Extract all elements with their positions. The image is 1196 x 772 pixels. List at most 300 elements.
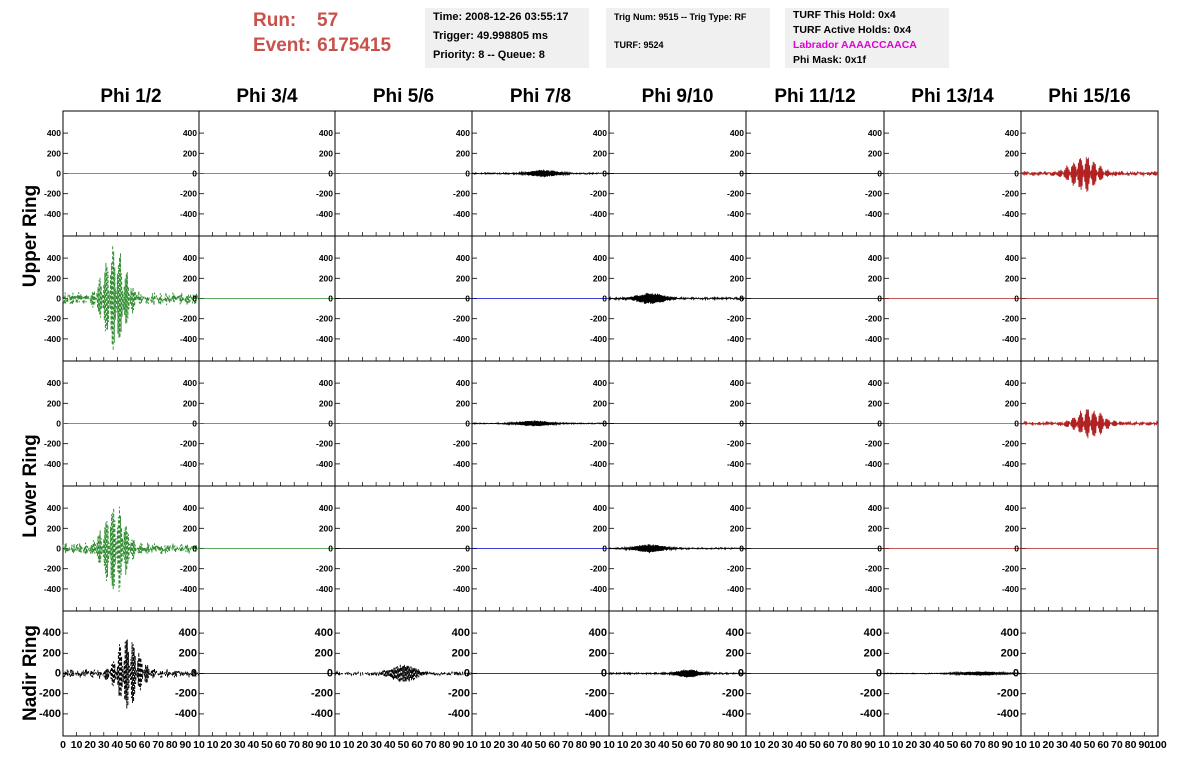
y-tick-label: -200	[589, 563, 607, 574]
y-tick-label: -200	[1001, 313, 1019, 324]
y-tick-label: 0	[737, 667, 744, 680]
run-event-box	[253, 8, 423, 68]
x-tick-label: 40	[1069, 739, 1082, 751]
y-tick-label: -400	[43, 583, 61, 594]
panel-frame	[63, 111, 199, 236]
y-tick-label: 400	[867, 253, 882, 264]
x-tick-label: 70	[562, 739, 574, 751]
x-tick-label: 0	[60, 739, 66, 751]
y-tick-label: 400	[1004, 503, 1019, 514]
y-tick-label: -400	[179, 333, 197, 344]
x-tick-label: 20	[84, 739, 97, 751]
panel-r3-c6	[727, 361, 884, 486]
y-tick-label: -400	[589, 208, 607, 219]
panel-r1-c8	[1002, 111, 1158, 236]
panel-r2-c4	[453, 236, 609, 361]
column-header-8: Phi 15/16	[1048, 86, 1131, 107]
y-tick-label: 400	[867, 128, 882, 139]
panel-r4-c1	[44, 486, 199, 611]
x-tick-label: 20	[493, 739, 506, 751]
x-tick-label: 60	[1097, 739, 1110, 751]
y-tick-label: 400	[863, 627, 882, 640]
panel-frame	[199, 486, 335, 611]
y-tick-label: 200	[1004, 523, 1019, 534]
phi-mask-text: Phi Mask: 0x1f	[793, 54, 866, 66]
y-tick-label: 0	[56, 168, 61, 179]
y-tick-label: -200	[174, 687, 197, 700]
y-tick-label: 200	[314, 647, 333, 660]
x-tick-label: 70	[974, 739, 986, 751]
time-info-box	[425, 8, 589, 68]
x-tick-label: 60	[411, 739, 424, 751]
x-tick-label: 10	[342, 739, 355, 751]
x-tick-label: 80	[575, 739, 588, 751]
y-tick-label: 0	[328, 543, 333, 554]
panel-frame	[335, 361, 472, 486]
y-tick-label: -400	[726, 583, 744, 594]
panel-r3-c1	[44, 361, 199, 486]
y-tick-label: -400	[179, 583, 197, 594]
panel-r4-c6	[727, 486, 884, 611]
x-tick-label: 40	[795, 739, 808, 751]
waveform-trace	[609, 293, 746, 304]
y-tick-label: -200	[315, 313, 333, 324]
waveform-trace	[472, 170, 609, 178]
panel-frame	[472, 361, 609, 486]
y-tick-label: 0	[465, 543, 470, 554]
y-tick-label: 0	[877, 543, 882, 554]
panel-frame	[609, 111, 746, 236]
y-tick-label: 200	[588, 647, 607, 660]
panel-frame	[199, 361, 335, 486]
column-header-2: Phi 3/4	[236, 86, 298, 107]
y-tick-label: -200	[589, 438, 607, 449]
panel-r1-c7	[865, 111, 1021, 236]
panel-frame	[609, 361, 746, 486]
x-tick-label: 30	[919, 739, 931, 751]
x-tick-label: 50	[809, 739, 821, 751]
y-tick-label: 200	[867, 273, 882, 284]
y-tick-label: 400	[592, 128, 607, 139]
y-tick-label: 200	[592, 273, 607, 284]
panel-frame	[472, 236, 609, 361]
column-header-3: Phi 5/6	[372, 86, 435, 107]
panel-frame	[335, 111, 472, 236]
trig-num-text: Trig Num: 9515 -- Trig Type: RF	[614, 12, 747, 22]
y-tick-label: -200	[721, 687, 744, 700]
panel-frame	[335, 486, 472, 611]
y-tick-label: 0	[1014, 293, 1019, 304]
panel-r5-c5	[585, 611, 746, 736]
x-tick-label: 40	[383, 739, 396, 751]
y-tick-label: -200	[864, 438, 882, 449]
y-tick-label: 200	[46, 398, 61, 409]
panel-frame	[746, 361, 884, 486]
y-tick-label: -400	[315, 583, 333, 594]
y-tick-label: -400	[38, 707, 61, 720]
panel-r4-c8	[1002, 486, 1158, 611]
x-tick-label: 80	[165, 739, 178, 751]
panel-frame	[335, 236, 472, 361]
y-tick-label: 400	[1004, 253, 1019, 264]
y-tick-label: -400	[726, 208, 744, 219]
y-tick-label: -200	[38, 687, 61, 700]
y-tick-label: -400	[589, 583, 607, 594]
x-tick-label: 10	[616, 739, 629, 751]
x-tick-label: 10	[1028, 739, 1041, 751]
x-tick-label: 90	[726, 739, 739, 751]
run-label: Run:	[253, 10, 297, 31]
x-tick-label: 80	[850, 739, 863, 751]
y-tick-label: 200	[863, 647, 882, 660]
y-tick-label: 400	[729, 378, 744, 389]
run-value: 57	[317, 10, 339, 31]
x-tick-label: 20	[220, 739, 233, 751]
y-tick-label: 400	[455, 503, 470, 514]
y-tick-label: -400	[1001, 333, 1019, 344]
y-tick-label: 0	[56, 293, 61, 304]
y-tick-label: -400	[43, 208, 61, 219]
y-tick-label: 400	[451, 627, 470, 640]
row-header-3: Nadir Ring	[20, 624, 41, 722]
y-tick-label: 400	[318, 378, 333, 389]
y-tick-label: 0	[1014, 418, 1019, 429]
trig-info-box	[606, 8, 770, 68]
y-tick-label: -200	[589, 313, 607, 324]
y-tick-label: -400	[452, 333, 470, 344]
x-tick-label: 90	[315, 739, 328, 751]
y-tick-label: 400	[455, 253, 470, 264]
y-tick-label: 400	[318, 503, 333, 514]
y-tick-label: -400	[726, 333, 744, 344]
panel-r4-c7	[865, 486, 1021, 611]
x-tick-label: 50	[397, 739, 410, 751]
y-tick-label: 200	[1004, 148, 1019, 159]
y-tick-label: -400	[859, 707, 882, 720]
panel-r2-c8	[1002, 236, 1158, 361]
panel-r1-c1	[44, 111, 199, 236]
y-tick-label: -400	[589, 458, 607, 469]
x-tick-label: 30	[233, 739, 246, 751]
panel-r3-c3	[316, 361, 472, 486]
y-tick-label: -400	[447, 707, 470, 720]
x-tick-label: 80	[712, 739, 725, 751]
x-tick-label: 50	[946, 739, 959, 751]
panel-frame	[472, 111, 609, 236]
panel-r5-c4	[448, 611, 609, 736]
y-tick-label: 0	[600, 667, 607, 680]
y-tick-label: 400	[46, 378, 61, 389]
y-tick-label: -200	[179, 313, 197, 324]
panel-frame	[884, 236, 1021, 361]
panel-r4-c4	[453, 486, 609, 611]
panel-r2-c2	[180, 236, 335, 361]
x-tick-label: 60	[822, 739, 835, 751]
x-tick-label: 70	[425, 739, 437, 751]
panel-r4-c5	[590, 486, 746, 611]
y-tick-label: -200	[179, 563, 197, 574]
y-tick-label: 0	[465, 168, 470, 179]
y-tick-label: -200	[315, 438, 333, 449]
y-tick-label: -400	[174, 707, 197, 720]
panel-frame	[1021, 486, 1158, 611]
y-tick-label: 400	[46, 253, 61, 264]
y-tick-label: -200	[452, 563, 470, 574]
x-tick-label: 10	[891, 739, 904, 751]
y-tick-label: 0	[1014, 168, 1019, 179]
panel-r2-c5	[590, 236, 746, 361]
y-tick-label: 400	[729, 128, 744, 139]
y-tick-label: -200	[179, 188, 197, 199]
x-tick-label: 60	[548, 739, 561, 751]
x-tick-label: 30	[644, 739, 656, 751]
panel-frame	[1021, 111, 1158, 236]
panel-r1-c5	[590, 111, 746, 236]
panel-frame	[746, 611, 884, 736]
y-tick-label: 0	[328, 168, 333, 179]
y-tick-label: 400	[46, 128, 61, 139]
x-tick-label: 90	[589, 739, 602, 751]
x-tick-label: 10	[753, 739, 766, 751]
x-tick-label: 80	[1124, 739, 1137, 751]
y-tick-label: -200	[179, 438, 197, 449]
y-tick-label: 200	[592, 148, 607, 159]
y-tick-label: 200	[182, 523, 197, 534]
y-tick-label: 400	[588, 627, 607, 640]
y-tick-label: 400	[182, 128, 197, 139]
panel-r5-c6	[722, 611, 884, 736]
column-header-6: Phi 11/12	[774, 86, 856, 107]
y-tick-label: -400	[584, 707, 607, 720]
panel-frame	[199, 611, 335, 736]
panel-frame	[63, 361, 199, 486]
y-tick-label: -400	[1001, 458, 1019, 469]
x-tick-label: 100	[1149, 739, 1167, 751]
y-tick-label: 400	[729, 253, 744, 264]
y-tick-label: 200	[1004, 273, 1019, 284]
x-tick-label: 40	[111, 739, 124, 751]
y-tick-label: -200	[43, 438, 61, 449]
y-tick-label: -400	[452, 458, 470, 469]
x-tick-label: 10	[70, 739, 83, 751]
x-tick-label: 20	[1042, 739, 1055, 751]
y-tick-label: 400	[1004, 128, 1019, 139]
panel-frame	[609, 611, 746, 736]
turf-active-text: TURF Active Holds: 0x4	[793, 24, 912, 36]
x-tick-label: 70	[836, 739, 849, 751]
x-tick-label: 90	[452, 739, 465, 751]
panel-frame	[746, 236, 884, 361]
y-tick-label: 200	[318, 148, 333, 159]
panel-frame	[63, 236, 199, 361]
y-tick-label: -400	[310, 707, 333, 720]
x-tick-label: 60	[274, 739, 287, 751]
panel-frame	[884, 111, 1021, 236]
y-tick-label: 0	[875, 667, 882, 680]
column-header-1: Phi 1/2	[100, 86, 162, 107]
y-tick-label: 0	[877, 418, 882, 429]
panel-frame	[472, 486, 609, 611]
y-tick-label: 400	[1000, 627, 1019, 640]
y-tick-label: 0	[739, 543, 744, 554]
y-tick-label: 400	[318, 128, 333, 139]
y-tick-label: 0	[463, 667, 470, 680]
y-tick-label: 0	[602, 168, 607, 179]
x-tick-label: 40	[520, 739, 533, 751]
y-tick-label: 200	[867, 398, 882, 409]
x-tick-label: 80	[438, 739, 451, 751]
y-tick-label: -400	[1001, 583, 1019, 594]
panel-frame	[1021, 611, 1158, 736]
waveform-trace	[609, 667, 746, 680]
panel-r3-c4	[453, 361, 609, 486]
y-tick-label: -200	[1001, 188, 1019, 199]
y-tick-label: -200	[1001, 438, 1019, 449]
panel-r1-c2	[180, 111, 335, 236]
panel-frame	[609, 236, 746, 361]
panel-r2-c3	[316, 236, 472, 361]
y-tick-label: 200	[729, 148, 744, 159]
waveform-trace	[609, 544, 746, 553]
y-tick-label: -200	[584, 687, 607, 700]
column-header-5: Phi 9/10	[641, 86, 714, 107]
labrador-text: Labrador AAAACCAACA	[793, 39, 917, 51]
y-tick-label: 200	[867, 523, 882, 534]
y-tick-label: -200	[43, 188, 61, 199]
y-tick-label: 200	[182, 398, 197, 409]
x-tick-label: 40	[247, 739, 260, 751]
column-header-7: Phi 13/14	[911, 86, 994, 107]
trigger-text: Trigger: 49.998805 ms	[433, 30, 548, 42]
y-tick-label: 0	[602, 543, 607, 554]
y-tick-label: 0	[56, 543, 61, 554]
x-tick-label: 10	[479, 739, 492, 751]
y-tick-label: 400	[182, 503, 197, 514]
y-tick-label: 0	[465, 293, 470, 304]
y-tick-label: 200	[182, 148, 197, 159]
y-tick-label: 400	[455, 378, 470, 389]
y-tick-label: -400	[1001, 208, 1019, 219]
x-tick-label: 90	[1001, 739, 1014, 751]
x-tick-label: 10	[466, 739, 478, 751]
x-tick-label: 40	[657, 739, 670, 751]
y-tick-label: 0	[192, 418, 197, 429]
panel-frame	[472, 611, 609, 736]
x-tick-label: 20	[630, 739, 643, 751]
x-tick-label: 10	[740, 739, 752, 751]
panel-frame	[746, 111, 884, 236]
y-tick-label: 0	[192, 293, 197, 304]
panel-frame	[1021, 361, 1158, 486]
panel-r2-c1	[44, 236, 199, 361]
y-tick-label: 400	[725, 627, 744, 640]
y-tick-label: -200	[726, 313, 744, 324]
waveform-trace	[1021, 157, 1158, 192]
y-tick-label: 200	[178, 647, 197, 660]
y-tick-label: -200	[43, 563, 61, 574]
y-tick-label: -200	[310, 687, 333, 700]
y-tick-label: 0	[326, 667, 333, 680]
panel-frame	[746, 486, 884, 611]
y-tick-label: 0	[739, 168, 744, 179]
x-tick-label: 70	[288, 739, 301, 751]
x-tick-label: 60	[138, 739, 151, 751]
y-tick-label: -400	[452, 208, 470, 219]
y-tick-label: 0	[190, 667, 197, 680]
y-tick-label: -200	[864, 188, 882, 199]
panel-r3-c2	[180, 361, 335, 486]
y-tick-label: -200	[315, 563, 333, 574]
y-tick-label: 400	[46, 503, 61, 514]
panel-frame	[199, 111, 335, 236]
waveform-trace	[63, 640, 199, 709]
y-tick-label: -200	[43, 313, 61, 324]
y-tick-label: 400	[867, 378, 882, 389]
y-tick-label: 200	[451, 647, 470, 660]
y-tick-label: 200	[318, 398, 333, 409]
y-tick-label: 400	[592, 378, 607, 389]
y-tick-label: -400	[589, 333, 607, 344]
x-tick-label: 20	[356, 739, 369, 751]
waveform-trace	[335, 665, 472, 683]
y-tick-label: 400	[182, 378, 197, 389]
y-tick-label: -400	[726, 458, 744, 469]
y-tick-label: -200	[726, 188, 744, 199]
y-tick-label: 0	[1014, 543, 1019, 554]
panel-frame	[609, 486, 746, 611]
y-tick-label: -400	[721, 707, 744, 720]
y-tick-label: -200	[726, 563, 744, 574]
y-tick-label: -200	[1001, 563, 1019, 574]
y-tick-label: -200	[315, 188, 333, 199]
x-tick-label: 30	[97, 739, 110, 751]
y-tick-label: -400	[179, 208, 197, 219]
waveform-trace	[884, 672, 1021, 676]
y-tick-label: -400	[315, 208, 333, 219]
y-tick-label: 0	[739, 418, 744, 429]
panel-frame	[884, 361, 1021, 486]
y-tick-label: 200	[729, 273, 744, 284]
panel-frame	[884, 611, 1021, 736]
y-tick-label: 200	[455, 273, 470, 284]
y-tick-label: 200	[42, 647, 61, 660]
panel-r5-c3	[311, 611, 472, 736]
y-tick-label: 400	[318, 253, 333, 264]
y-tick-label: -200	[447, 687, 470, 700]
x-tick-label: 70	[699, 739, 711, 751]
y-tick-label: -200	[864, 563, 882, 574]
panel-r2-c6	[727, 236, 884, 361]
x-tick-label: 10	[603, 739, 615, 751]
y-tick-label: 200	[729, 523, 744, 534]
y-tick-label: 0	[54, 667, 61, 680]
turf-info-box	[785, 8, 949, 68]
x-tick-label: 10	[1015, 739, 1027, 751]
panel-r2-c7	[865, 236, 1021, 361]
y-tick-label: -200	[589, 188, 607, 199]
y-tick-label: 0	[602, 293, 607, 304]
y-tick-label: 200	[455, 398, 470, 409]
x-tick-label: 30	[507, 739, 519, 751]
y-tick-label: -400	[43, 333, 61, 344]
panel-r4-c2	[180, 486, 335, 611]
y-tick-label: 400	[42, 627, 61, 640]
x-tick-label: 50	[1083, 739, 1096, 751]
panel-r1-c3	[316, 111, 472, 236]
y-tick-label: -400	[179, 458, 197, 469]
panel-r5-c8	[997, 611, 1158, 736]
y-tick-label: -400	[315, 333, 333, 344]
